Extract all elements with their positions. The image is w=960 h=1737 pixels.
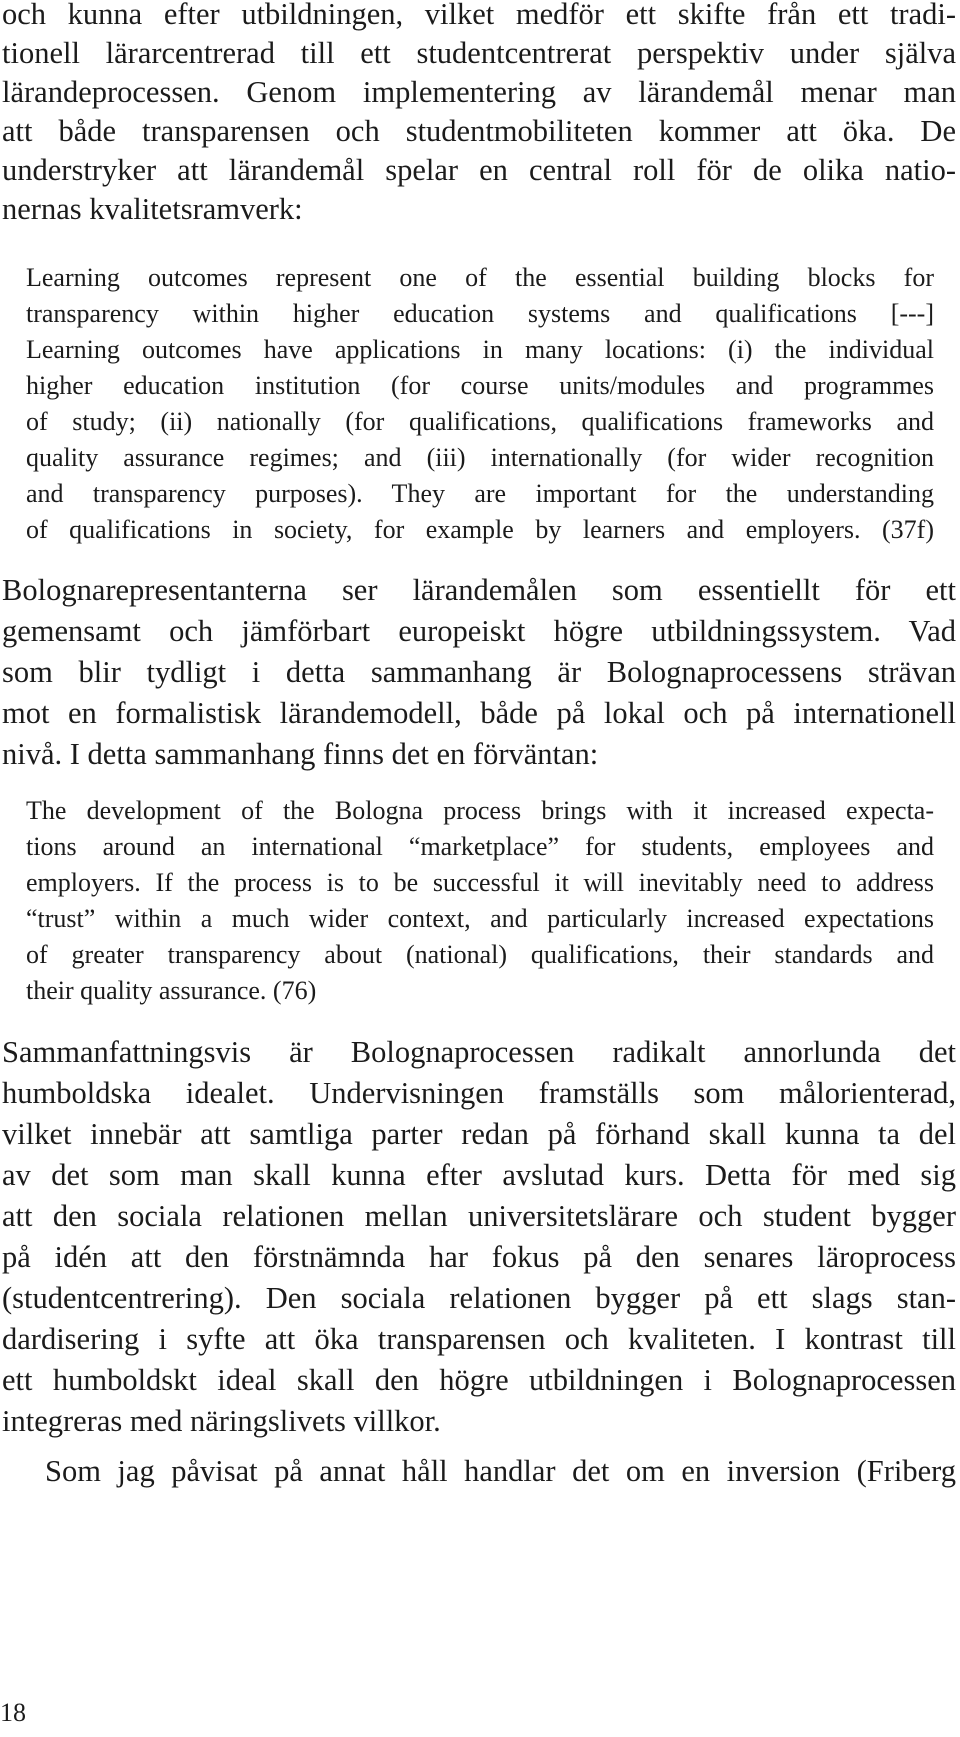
quote-line: Learning outcomes have applications in many locations: (i) the individual — [26, 335, 934, 364]
text-line: Bolognarepresentanterna ser lärandemålen som essentiellt för ett — [2, 573, 956, 607]
text-line: nivå. I detta sammanhang finns det en förväntan: — [2, 737, 599, 771]
text-line: Som jag påvisat på annat håll handlar det om en inversion (Friberg — [45, 1454, 956, 1488]
quote-line: higher education institution (for course units/modules and programmes — [26, 371, 934, 400]
quote-line: Learning outcomes represent one of the essential building blocks for — [26, 263, 934, 292]
quote-line: The development of the Bologna process brings with it increased expecta- — [26, 796, 934, 825]
text-line: ett humboldskt ideal skall den högre utbildningen i Bolognaprocessen — [2, 1363, 956, 1397]
text-line: att både transparensen och studentmobiliteten kommer att öka. De — [2, 114, 956, 148]
text-line: som blir tydligt i detta sammanhang är Bolognaprocessens strävan — [2, 655, 956, 689]
page-number: 18 — [0, 1698, 26, 1727]
text-line: vilket innebär att samtliga parter redan på förhand skall kunna ta del — [2, 1117, 956, 1151]
text-line: humboldska idealet. Undervisningen framställs som målorienterad, — [2, 1076, 956, 1110]
text-line: gemensamt och jämförbart europeiskt högre utbildningssystem. Vad — [2, 614, 956, 648]
text-line: att den sociala relationen mellan universitetslärare och student bygger — [2, 1199, 956, 1233]
quote-line: quality assurance regimes; and (iii) internationally (for wider recognition — [26, 443, 934, 472]
text-line: tionell lärarcentrerad till ett studentcentrerat perspektiv under själva — [2, 36, 956, 70]
text-line: av det som man skall kunna efter avslutad kurs. Detta för med sig — [2, 1158, 956, 1192]
text-line: dardisering i syfte att öka transparensen och kvaliteten. I kontrast till — [2, 1322, 956, 1356]
text-line: Sammanfattningsvis är Bolognaprocessen radikalt annorlunda det — [2, 1035, 956, 1069]
text-line: på idén att den förstnämnda har fokus på den senares läroprocess — [2, 1240, 956, 1274]
quote-line: their quality assurance. (76) — [26, 976, 317, 1005]
text-line: nernas kvalitetsramverk: — [2, 192, 303, 226]
text-line: och kunna efter utbildningen, vilket medför ett skifte från ett tradi- — [2, 0, 956, 31]
text-line: integreras med näringslivets villkor. — [2, 1404, 441, 1438]
quote-line: “trust” within a much wider context, and particularly increased expectations — [26, 904, 934, 933]
quote-line: transparency within higher education systems and qualifications [---] — [26, 299, 934, 328]
text-line: mot en formalistisk lärandemodell, både på lokal och på internationell — [2, 696, 956, 730]
quote-line: of study; (ii) nationally (for qualifications, qualifications frameworks and — [26, 407, 934, 436]
quote-line: employers. If the process is to be successful it will inevitably need to address — [26, 868, 934, 897]
text-line: understryker att lärandemål spelar en central roll för de olika natio- — [2, 153, 956, 187]
quote-line: and transparency purposes). They are important for the understanding — [26, 479, 934, 508]
quote-line: of greater transparency about (national) qualifications, their standards and — [26, 940, 934, 969]
quote-line: of qualifications in society, for example by learners and employers. (37f) — [26, 515, 934, 544]
text-line: lärandeprocessen. Genom implementering av lärandemål menar man — [2, 75, 956, 109]
text-line: (studentcentrering). Den sociala relationen bygger på ett slags stan- — [2, 1281, 956, 1315]
quote-line: tions around an international “marketplace” for students, employees and — [26, 832, 934, 861]
